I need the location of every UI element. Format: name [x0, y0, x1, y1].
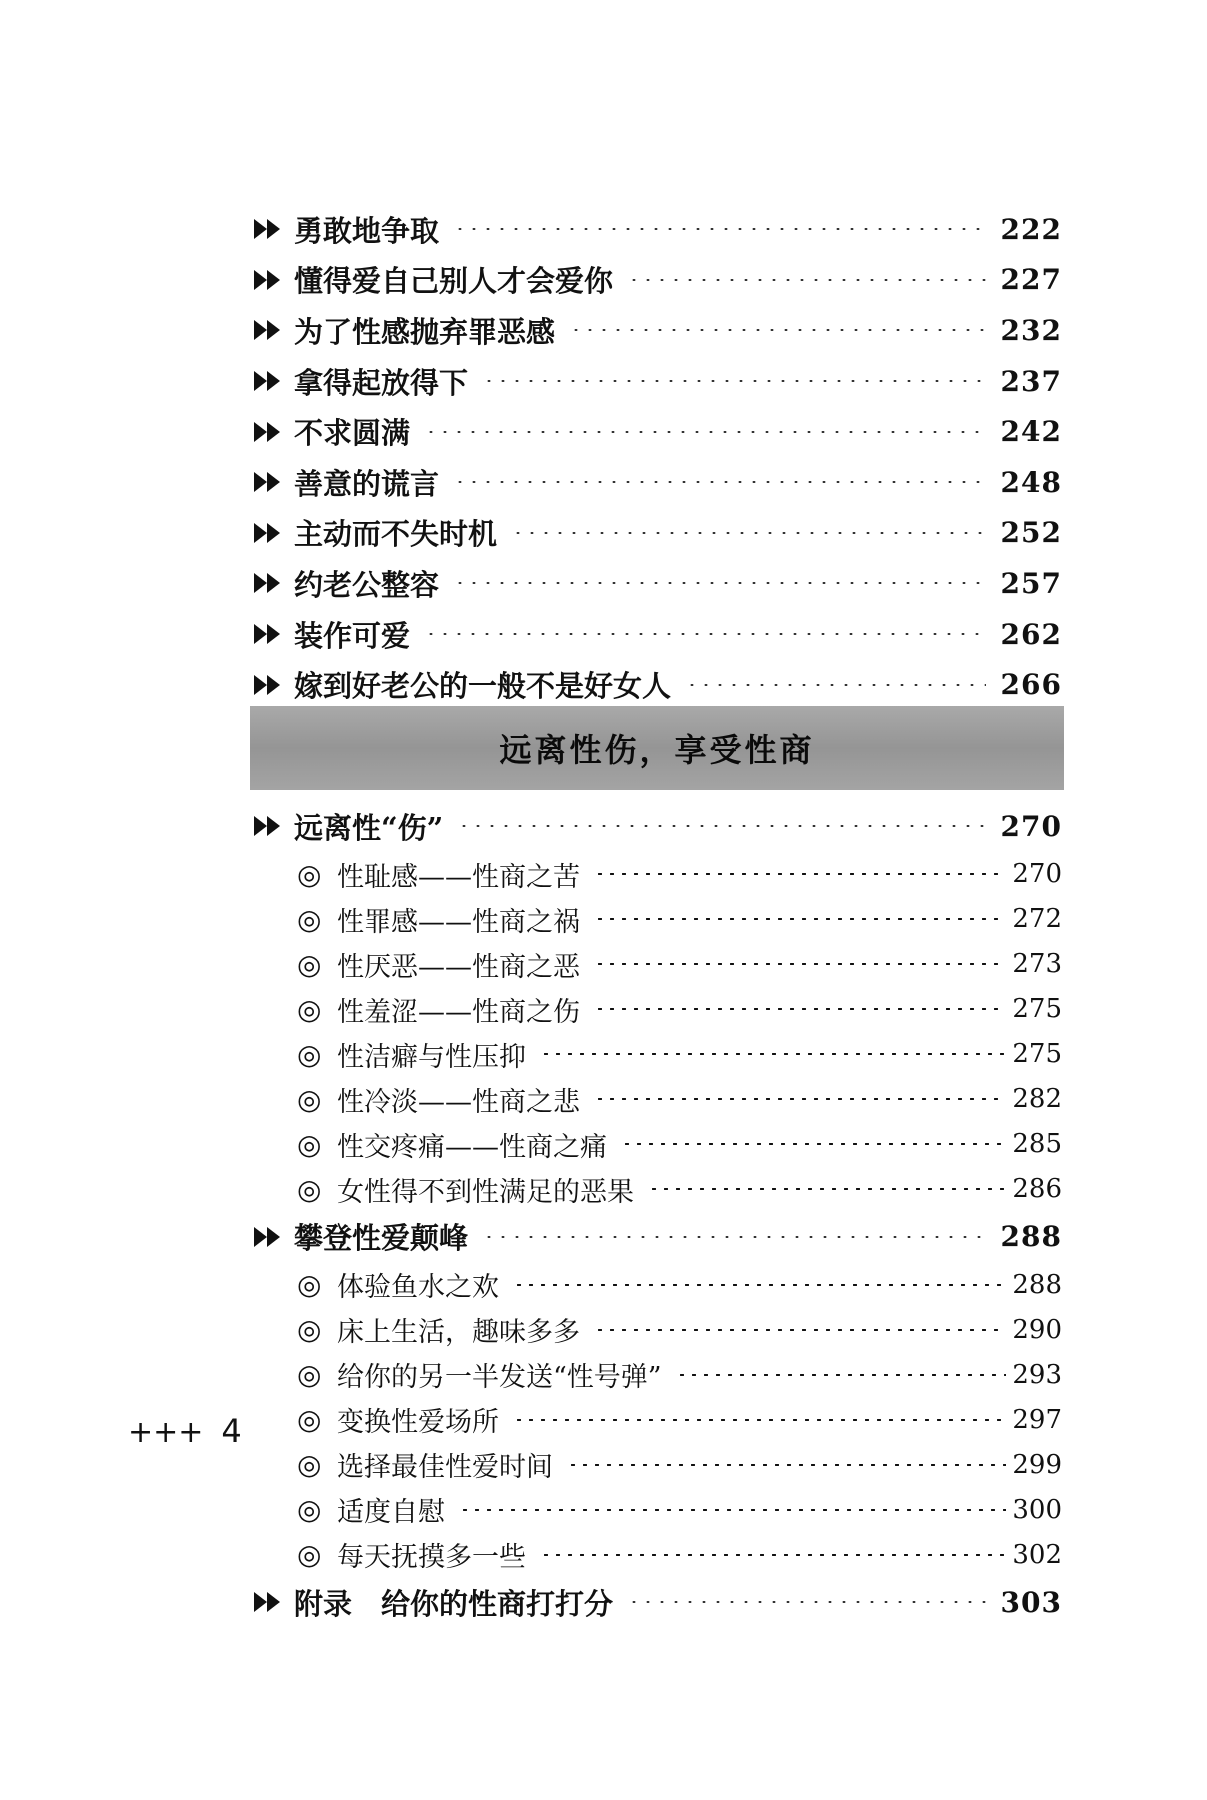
dot-leader — [459, 1509, 1006, 1511]
double-circle-icon: ◎ — [297, 902, 322, 936]
entry-title: 变换性爱场所 — [337, 1407, 499, 1439]
toc-subentry — [254, 1487, 1062, 1532]
toc-entry — [254, 609, 1062, 660]
entry-title: 选择最佳性爱时间 — [337, 1452, 553, 1484]
entry-title: 懂得爱自己别人才会爱你 — [294, 264, 614, 299]
toc-entry — [254, 508, 1062, 559]
dot-leader — [627, 279, 986, 281]
double-circle-icon: ◎ — [297, 1172, 322, 1206]
dot-leader — [676, 1374, 1006, 1376]
double-circle-icon: ◎ — [297, 1403, 322, 1437]
toc-subentry — [254, 1532, 1062, 1577]
dot-leader — [540, 1053, 1006, 1055]
entry-title: 性洁癖与性压抑 — [337, 1041, 526, 1073]
section-banner — [250, 706, 1064, 790]
toc-subentry — [254, 1167, 1062, 1212]
dot-leader — [648, 1188, 1006, 1190]
entry-title: 每天抚摸多一些 — [337, 1542, 526, 1574]
entry-page-number: 288 — [1000, 1220, 1062, 1254]
toc-entry — [254, 801, 1062, 852]
dot-leader — [567, 1464, 1006, 1466]
toc-subentry — [254, 1262, 1062, 1307]
dot-leader — [594, 1008, 1006, 1010]
toc-entry — [254, 1577, 1062, 1628]
entry-title: 体验鱼水之欢 — [337, 1272, 499, 1304]
entry-title: 性厌恶——性商之恶 — [337, 951, 580, 983]
double-triangle-icon — [254, 573, 294, 593]
dot-leader — [594, 873, 1006, 875]
double-circle-icon: ◎ — [297, 1127, 322, 1161]
entry-page-number: 303 — [1000, 1585, 1062, 1619]
toc-subentry — [254, 1442, 1062, 1487]
entry-page-number: 273 — [1012, 949, 1062, 980]
double-circle-icon: ◎ — [297, 1037, 322, 1071]
double-circle-icon: ◎ — [297, 1268, 322, 1302]
double-triangle-icon — [254, 523, 294, 543]
entry-page-number: 270 — [1012, 859, 1062, 890]
entry-page-number: 302 — [1012, 1539, 1062, 1570]
dot-leader — [511, 532, 986, 534]
page-number: 4 — [221, 1412, 242, 1450]
entry-title: 性交疼痛——性商之痛 — [337, 1131, 607, 1163]
toc-entry — [254, 204, 1062, 255]
double-circle-icon: ◎ — [297, 1313, 322, 1347]
dot-leader — [453, 228, 986, 230]
entry-title: 嫁到好老公的一般不是好女人 — [294, 669, 672, 704]
toc-entry — [254, 356, 1062, 407]
dot-leader — [453, 582, 986, 584]
double-circle-icon: ◎ — [297, 1358, 322, 1392]
double-triangle-icon — [254, 1592, 294, 1612]
toc-subentry — [254, 852, 1062, 897]
dot-leader — [513, 1284, 1006, 1286]
entry-title: 给你的另一半发送“性号弹” — [337, 1362, 662, 1394]
entry-page-number: 257 — [1000, 566, 1062, 600]
double-circle-icon: ◎ — [297, 1493, 322, 1527]
double-triangle-icon — [254, 371, 294, 391]
entry-page-number: 248 — [1000, 465, 1062, 499]
entry-title: 攀登性爱颠峰 — [294, 1221, 469, 1256]
dot-leader — [482, 380, 986, 382]
dot-leader — [594, 918, 1006, 920]
toc-entry — [254, 255, 1062, 306]
toc-subentry — [254, 1352, 1062, 1397]
entry-page-number: 286 — [1012, 1174, 1062, 1205]
double-triangle-icon — [254, 270, 294, 290]
entry-title: 装作可爱 — [294, 618, 411, 653]
entry-title: 性罪感——性商之祸 — [337, 906, 580, 938]
entry-page-number: 232 — [1000, 313, 1062, 347]
entry-title: 性冷淡——性商之悲 — [337, 1086, 580, 1118]
dot-leader — [457, 825, 986, 827]
toc-subentry — [254, 897, 1062, 942]
double-triangle-icon — [254, 422, 294, 442]
entry-title: 勇敢地争取 — [294, 213, 440, 248]
entry-page-number: 275 — [1012, 994, 1062, 1025]
double-circle-icon: ◎ — [297, 857, 322, 891]
toc-entry — [254, 558, 1062, 609]
entry-page-number: 237 — [1000, 364, 1062, 398]
toc-entry — [254, 406, 1062, 457]
entry-title: 约老公整容 — [294, 567, 440, 602]
page-folio — [128, 1412, 242, 1450]
entry-title: 性羞涩——性商之伤 — [337, 996, 580, 1028]
entry-page-number: 222 — [1000, 212, 1062, 246]
entry-title: 远离性“伤” — [294, 810, 444, 845]
double-circle-icon: ◎ — [297, 1448, 322, 1482]
toc-subentry — [254, 1397, 1062, 1442]
toc-subentry — [254, 987, 1062, 1032]
entry-title: 不求圆满 — [294, 416, 411, 451]
entry-title: 适度自慰 — [337, 1497, 445, 1529]
dot-leader — [627, 1601, 986, 1603]
dot-leader — [513, 1419, 1006, 1421]
dot-leader — [685, 684, 986, 686]
section-banner-title: 远离性伤，享受性商 — [499, 731, 815, 769]
entry-page-number: 293 — [1012, 1359, 1062, 1390]
double-circle-icon: ◎ — [297, 947, 322, 981]
entry-page-number: 290 — [1012, 1314, 1062, 1345]
toc-entry — [254, 1212, 1062, 1263]
entry-title: 为了性感抛弃罪恶感 — [294, 314, 556, 349]
toc-subentry — [254, 1122, 1062, 1167]
dot-leader — [569, 329, 986, 331]
double-circle-icon: ◎ — [297, 1538, 322, 1572]
entry-page-number: 270 — [1000, 809, 1062, 843]
double-triangle-icon — [254, 675, 294, 695]
dot-leader — [424, 633, 986, 635]
entry-title: 主动而不失时机 — [294, 517, 498, 552]
entry-title: 拿得起放得下 — [294, 365, 469, 400]
entry-title: 善意的谎言 — [294, 466, 440, 501]
double-triangle-icon — [254, 472, 294, 492]
entry-title: 床上生活，趣味多多 — [337, 1317, 580, 1349]
double-triangle-icon — [254, 624, 294, 644]
double-triangle-icon — [254, 320, 294, 340]
entry-page-number: 275 — [1012, 1039, 1062, 1070]
dot-leader — [482, 1236, 986, 1238]
double-circle-icon: ◎ — [297, 1082, 322, 1116]
entry-title: 女性得不到性满足的恶果 — [337, 1176, 634, 1208]
toc-part-1 — [254, 204, 1062, 710]
toc-entry — [254, 457, 1062, 508]
entry-page-number: 227 — [1000, 263, 1062, 297]
entry-page-number: 252 — [1000, 516, 1062, 550]
toc-subentry — [254, 1307, 1062, 1352]
toc-part-2 — [254, 801, 1062, 1628]
double-triangle-icon — [254, 816, 294, 836]
toc-subentry — [254, 1032, 1062, 1077]
double-triangle-icon — [254, 219, 294, 239]
dot-leader — [594, 1098, 1006, 1100]
double-triangle-icon — [254, 1227, 294, 1247]
toc-entry — [254, 659, 1062, 710]
entry-page-number: 266 — [1000, 668, 1062, 702]
entry-page-number: 272 — [1012, 904, 1062, 935]
folio-marks: +++ — [128, 1415, 204, 1450]
entry-title: 附录 给你的性商打打分 — [294, 1586, 614, 1621]
double-circle-icon: ◎ — [297, 992, 322, 1026]
entry-page-number: 300 — [1012, 1494, 1062, 1525]
entry-page-number: 262 — [1000, 617, 1062, 651]
toc-entry — [254, 305, 1062, 356]
entry-page-number: 285 — [1012, 1129, 1062, 1160]
entry-page-number: 242 — [1000, 415, 1062, 449]
toc-subentry — [254, 942, 1062, 987]
entry-page-number: 288 — [1012, 1269, 1062, 1300]
dot-leader — [453, 481, 986, 483]
toc-subentry — [254, 1077, 1062, 1122]
entry-page-number: 282 — [1012, 1084, 1062, 1115]
dot-leader — [540, 1554, 1006, 1556]
entry-page-number: 297 — [1012, 1404, 1062, 1435]
entry-page-number: 299 — [1012, 1449, 1062, 1480]
dot-leader — [621, 1143, 1006, 1145]
dot-leader — [424, 431, 986, 433]
dot-leader — [594, 963, 1006, 965]
entry-title: 性耻感——性商之苦 — [337, 861, 580, 893]
dot-leader — [594, 1329, 1006, 1331]
